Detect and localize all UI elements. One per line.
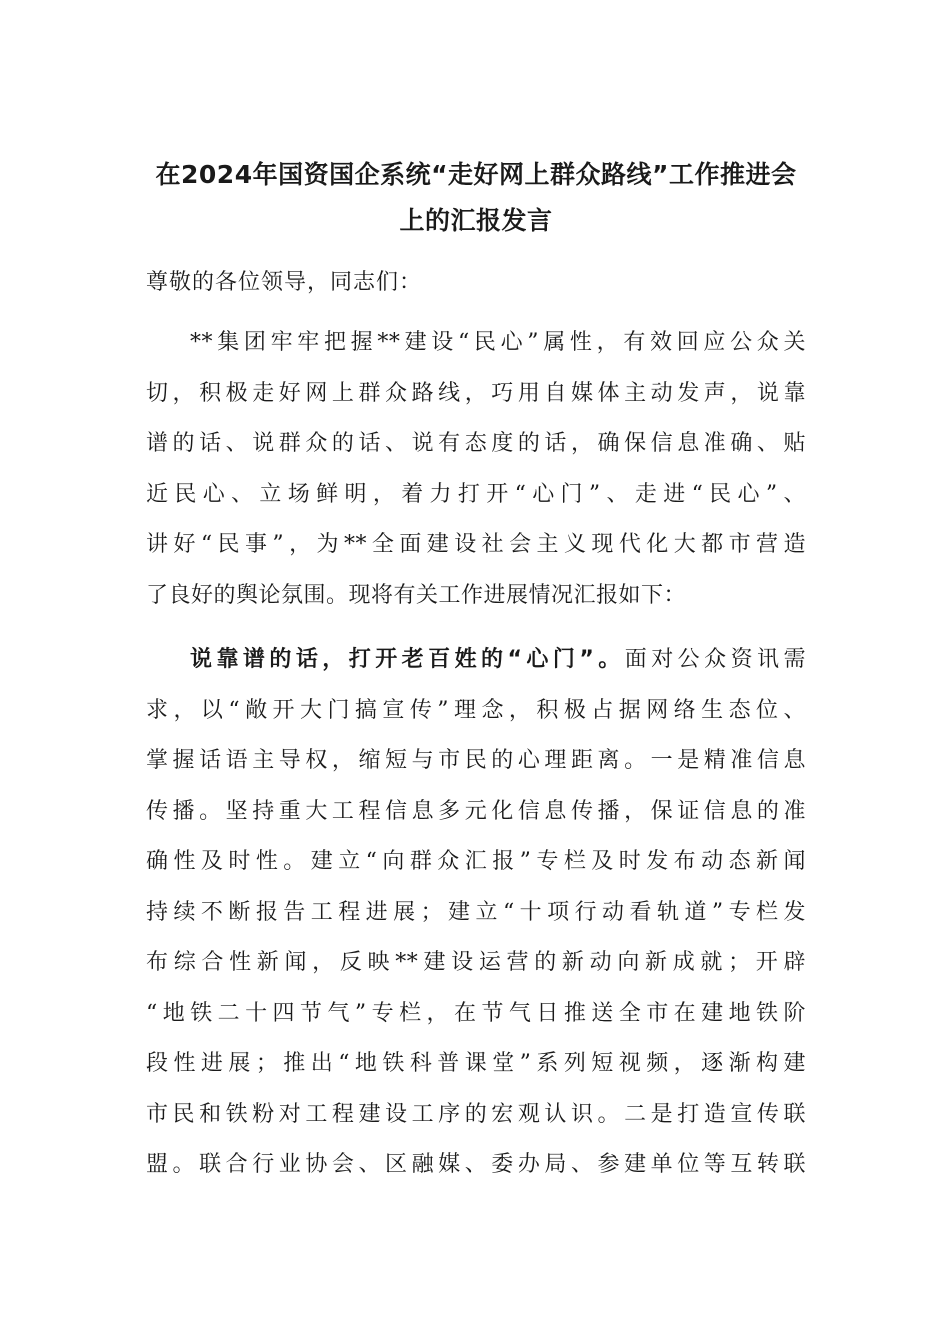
salutation: 尊敬的各位领导，同志们： [146, 270, 423, 295]
paragraph-section-1-line: 传播。坚持重大工程信息多元化信息传播，保证信息的准 [146, 798, 806, 824]
paragraph-section-1-line: 市民和铁粉对工程建设工序的宏观认识。二是打造宣传联 [146, 1101, 806, 1127]
paragraph-section-1-line: 持续不断报告工程进展；建立“十项行动看轨道”专栏发 [146, 899, 806, 925]
document-page [146, 152, 806, 1191]
paragraph-section-1-line [146, 635, 806, 686]
document-title-line-2: 上的汇报发言 [399, 206, 553, 235]
paragraph-section-1-line: 段性进展；推出“地铁科普课堂”系列短视频，逐渐构建 [146, 1051, 806, 1076]
paragraph-section-1 [146, 635, 806, 1191]
paragraph-intro [146, 318, 806, 621]
paragraph-section-1-line: 掌握话语主导权，缩短与市民的心理距离。一是精准信息 [146, 748, 806, 773]
paragraph-intro-line: 近民心、立场鲜明，着力打开“心门”、走进“民心”、 [146, 481, 806, 507]
paragraph-section-1-line: “地铁二十四节气”专栏，在节气日推送全市在建地铁阶 [146, 1000, 806, 1026]
paragraph-intro-line: 谱的话、说群众的话、说有态度的话，确保信息准确、贴 [146, 431, 806, 456]
section-heading-lead: 说靠谱的话，打开老百姓的“心门”。 [190, 647, 625, 672]
paragraph-intro-line: **集团牢牢把握**建设“民心”属性，有效回应公众关 [190, 330, 806, 355]
paragraph-intro-line: 切，积极走好网上群众路线，巧用自媒体主动发声，说靠 [146, 380, 806, 406]
paragraph-section-1-line: 求，以“敞开大门搞宣传”理念，积极占据网络生态位、 [146, 697, 806, 723]
paragraph-section-1-line: 确性及时性。建立“向群众汇报”专栏及时发布动态新闻 [146, 849, 806, 874]
document-title-line-1: 在2024年国资国企系统“走好网上群众路线”工作推进会 [155, 160, 797, 189]
paragraph-intro-line: 了良好的舆论氛围。现将有关工作进展情况汇报如下： [146, 582, 687, 608]
paragraph-section-1-line: 布综合性新闻，反映**建设运营的新动向新成就；开辟 [146, 950, 806, 975]
paragraph-section-1-first-rest: 面对公众资讯需 [624, 647, 806, 672]
paragraph-intro-line: 讲好“民事”，为**全面建设社会主义现代化大都市营造 [146, 532, 806, 557]
paragraph-section-1-line: 盟。联合行业协会、区融媒、委办局、参建单位等互转联 [146, 1152, 806, 1177]
